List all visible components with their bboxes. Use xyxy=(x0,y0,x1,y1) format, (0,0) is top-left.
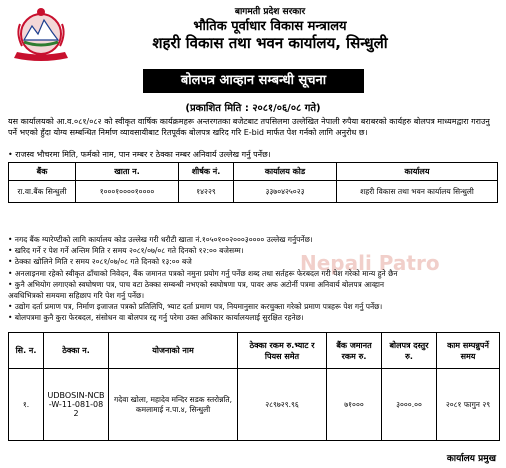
condition-item: • बोलपत्रमा कुनै कुरा फेरबदल, संसोधन वा बोलपत्र रद्द गर्नु परेमा उक्त अधिकार कार्यालयलाई सुरक्षित रहनेछ। xyxy=(8,313,304,323)
bank-guarantee-cell: ७१००० xyxy=(327,369,382,441)
account-cell: १०००१००००१०००० xyxy=(76,181,179,203)
office-code-cell: ३३७०४२५०२३ xyxy=(234,181,337,203)
condition-item: अवधिभित्रको समयमा सहिछाप गरि पेश गर्नु पर्नेछ। xyxy=(8,291,145,301)
tender-table-header-row xyxy=(9,333,500,369)
deposit-note: • राजस्व भौचरमा मिति, फर्मको नाम, पान नम्बर र ठेक्का नम्बर अनिवार्य उल्लेख गर्नु पर्नेछ। xyxy=(8,150,271,159)
bid-fee-col-header: बोलपत्र दस्तुर रु. xyxy=(382,333,437,369)
bank-details-table xyxy=(8,162,498,203)
intro-paragraph: यस कार्यालयको आ.व.०८१/०८२ को स्वीकृत वार्षिक कार्यक्रमहरू अन्तरगतका बजेटबाट तपसिलमा उल्लेखित नेपाली रुपैया बराबरको कार्यहरु बोलपत्र माध्यमद्वारा गराउनु पर्ने भएको हुँदा योग्य सम्बन्धित निर्माण व्यावसायीबाट रितपूर्वक बोलपत्र खरिद गरि E-bid मार्फत पेश गर्नको लागि अनुरोध छ। xyxy=(8,117,490,137)
condition-item: • ठेक्का खोलिने मिति र समय २०८१/०७/०८ गते दिनको १३:०० बजे xyxy=(8,257,192,267)
signature-label: कार्यालय प्रमुख xyxy=(446,454,496,464)
project-name-col-header: योजनाको नाम xyxy=(109,333,238,369)
bank-table-row xyxy=(9,181,498,203)
bank-table-header-row xyxy=(9,163,498,181)
table-row xyxy=(9,369,500,441)
condition-item: • अनलाइनमा रहेको स्वीकृत ढाँचाको निवेदन, बैंक जमानत पत्रको नमुना प्रयोग गर्नु पर्नेछ शब्द तथा सर्तहरू फेरबदल गरी पेश गरेको मान्य हुने छैन xyxy=(8,268,398,278)
account-col-header: खाता न. xyxy=(76,163,179,181)
office-heading: शहरी विकास तथा भवन कार्यालय, सिन्धुली xyxy=(152,34,388,52)
title-no-cell: १४२२९ xyxy=(179,181,234,203)
condition-item: • नगद बैंक ग्यारेण्टीको लागि कार्यालय कोड उल्लेख गरी धरौटी खाता नं.१०५०१००२०००३०००० उल्लेख गर्नुपर्नेछ। xyxy=(8,235,313,244)
contract-no-col-header: ठेक्का न. xyxy=(44,333,109,369)
condition-item: • उद्योग दर्ता प्रमाण पत्र, निर्माण इजाजत पत्रको प्रतिलिपि, भ्याट दर्ता प्रमाण पत्र, नियमानुसार करचुक्ता गरेको प्रमाण पत्रहरू पेश गर्नु पर्नेछ। xyxy=(8,302,383,312)
title-no-col-header: शीर्षक नं. xyxy=(179,163,234,181)
serial-cell: १. xyxy=(9,369,44,441)
office-col-header: कार्यालय xyxy=(337,163,498,181)
office-code-col-header: कार्यालय कोड xyxy=(234,163,337,181)
bank-cell: रा.वा.बैंक सिन्धुली xyxy=(9,181,76,203)
province-government-heading: बागमती प्रदेश सरकार xyxy=(234,7,306,17)
condition-item: • खरिद गर्ने र पेश गर्ने अन्तिम मिति र समय २०८१/०७/०८ गते दिनको १२:०० बजेसम्म। xyxy=(8,246,244,256)
contract-amount-col-header: ठेक्का रकम रु.भ्याट र पियस समेत xyxy=(238,333,327,369)
contract-no-cell: UDBOSIN-NCB-W-11-081-082 xyxy=(44,369,109,441)
bid-fee-cell: ३०००.०० xyxy=(382,369,437,441)
bank-guarantee-col-header: बैंक जमानत रकम रु. xyxy=(327,333,382,369)
office-cell: शहरी विकास तथा भवन कार्यालय सिन्धुली xyxy=(337,181,498,203)
tender-details-table xyxy=(8,332,500,441)
watermark: Nepali Patro xyxy=(300,251,440,275)
completion-time-cell: २०८१ फागुन २९ xyxy=(437,369,500,441)
serial-col-header: सि. न. xyxy=(9,333,44,369)
conditions-list xyxy=(8,234,500,324)
condition-item: • कुनै अभियोग लगाएको स्वघोषणा पत्र, पाच वटा ठेक्का सम्बन्धी नभएको स्वघोषणा पत्र, पावर अफ अटोर्नी पत्रमा अनिवार्य बोलपत्र आव्हान xyxy=(8,279,385,289)
notice-title-banner: बोलपत्र आव्हान सम्बन्धी सूचना xyxy=(143,69,364,93)
contract-amount-cell: २८९७२९.९६ xyxy=(238,369,327,441)
bank-col-header: बैंक xyxy=(9,163,76,181)
ministry-heading: भौतिक पूर्वाधार विकास मन्त्रालय xyxy=(193,19,347,34)
project-name-cell: गदेवा खोला, महादेव मन्दिर सडक स्तरोन्नति, कमलामाई न.पा.४, सिन्धुली xyxy=(109,369,238,441)
completion-time-col-header: काम सम्पन्नुपर्ने समय xyxy=(437,333,500,369)
government-emblem-icon xyxy=(10,4,72,62)
published-date: (प्रकाशित मिति : २०८१/०६/०८ गते) xyxy=(185,103,321,114)
